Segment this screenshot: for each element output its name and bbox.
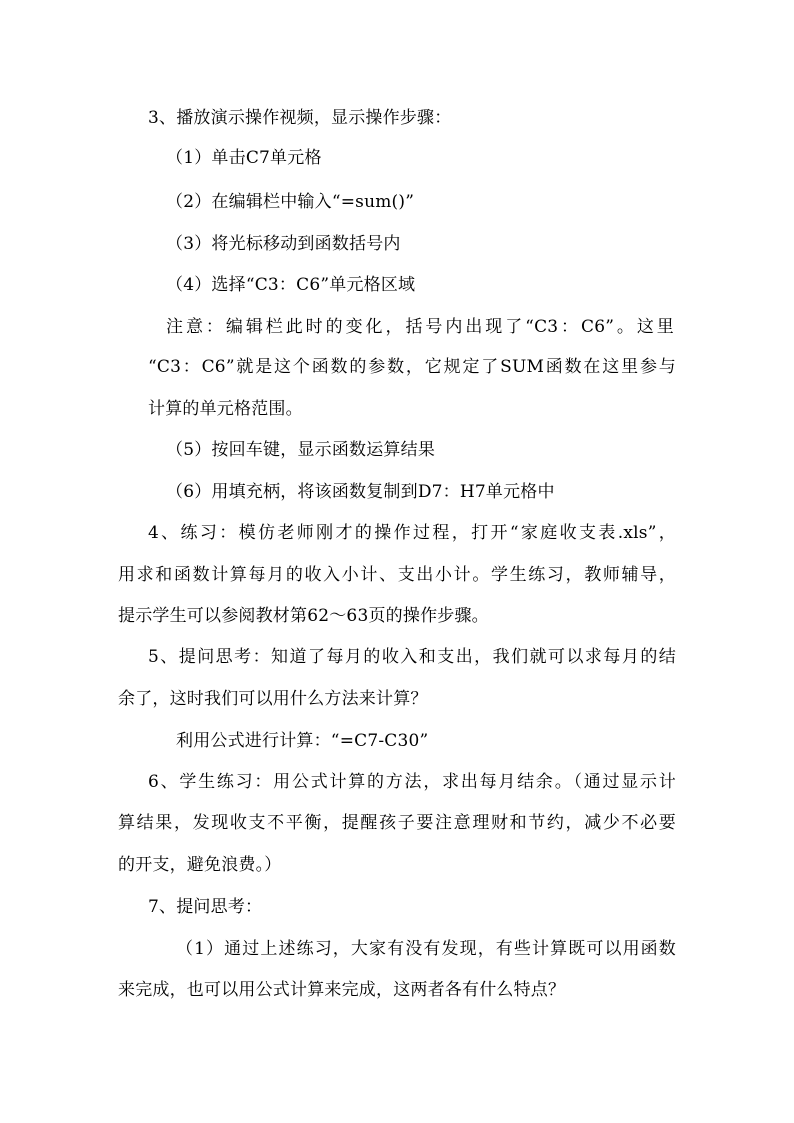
step-4-line-1: 4、练习：模仿老师刚才的操作过程，打开“家庭收支表.xls”， [148, 523, 676, 543]
step-4-line-3: 提示学生可以参阅教材第62～63页的操作步骤。 [118, 606, 489, 626]
note-line-3: 计算的单元格范围。 [148, 399, 303, 419]
step-5-line-1: 5、提问思考：知道了每月的收入和支出，我们就可以求每月的结 [148, 647, 676, 667]
note-line-2: “C3：C6”就是这个函数的参数，它规定了SUM函数在这里参与 [148, 357, 676, 377]
step-7-heading: 7、提问思考： [148, 897, 263, 917]
substep-1: （1）单击C7单元格 [166, 148, 322, 168]
note-line-1: 注意：编辑栏此时的变化，括号内出现了“C3：C6”。这里 [166, 317, 674, 337]
step-4-line-2: 用求和函数计算每月的收入小计、支出小计。学生练习，教师辅导， [118, 565, 676, 585]
substep-5: （5）按回车键，显示函数运算结果 [166, 440, 436, 460]
substep-6: （6）用填充柄，将该函数复制到D7：H7单元格中 [166, 482, 555, 502]
substep-3: （3）将光标移动到函数括号内 [166, 234, 401, 254]
step-5-line-2: 余了，这时我们可以用什么方法来计算？ [118, 689, 428, 709]
step-6-line-2: 算结果，发现收支不平衡，提醒孩子要注意理财和节约，减少不必要 [118, 813, 676, 833]
step-7-question-line-1: （1）通过上述练习，大家有没有发现，有些计算既可以用函数 [176, 939, 676, 959]
substep-4: （4）选择“C3：C6”单元格区域 [166, 275, 416, 295]
substep-2: （2）在编辑栏中输入“=sum()” [166, 192, 415, 212]
step-6-line-1: 6、学生练习：用公式计算的方法，求出每月结余。（通过显示计 [148, 772, 676, 792]
step-3-heading: 3、播放演示操作视频，显示操作步骤： [148, 108, 452, 128]
step-6-line-3: 的开支，避免浪费。） [118, 855, 282, 875]
formula-example: 利用公式进行计算：“=C7-C30” [176, 731, 429, 751]
step-7-question-line-2: 来完成，也可以用公式计算来完成，这两者各有什么特点？ [118, 980, 566, 1000]
